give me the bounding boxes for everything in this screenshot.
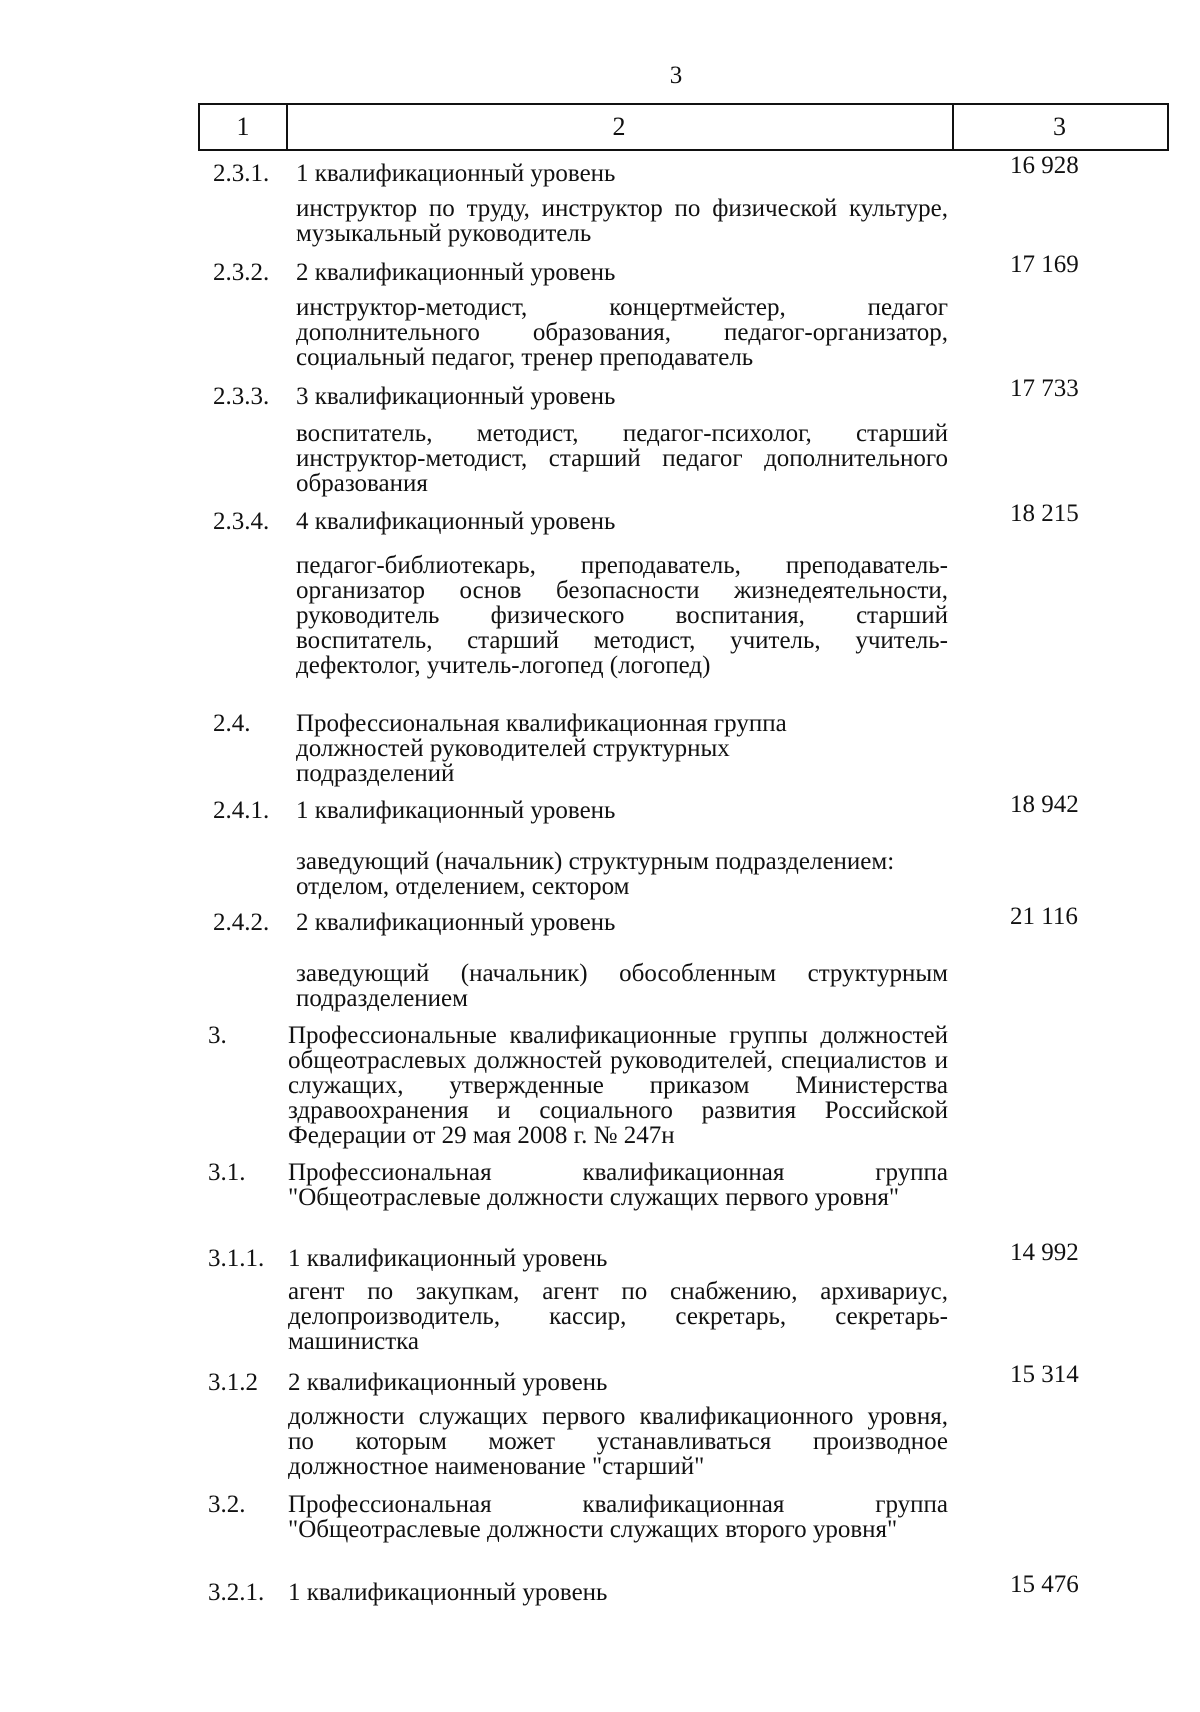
row-description: педагог-библиотекарь, преподаватель, преподаватель-организатор основ безопасности жизнедеятельности, руководитель физического воспитания, старший воспитатель, старший методист, учитель, учитель-дефектолог, учитель-логопед (логопед) [296, 552, 948, 679]
row-title: Профессиональные квалификационные группы должностей общеотраслевых должностей руководителей, специалистов и служащих, утвержденные приказом Министерства здравоохранения и социального развития Российской Федерации от 29 мая 2008 г. № 247н [288, 1022, 948, 1149]
row-description: должности служащих первого квалификационного уровня, по которым может устанавливаться производное должностное наименование "старший" [288, 1403, 948, 1480]
row-title: 1 квалификационный уровень [288, 1245, 608, 1272]
row-title: Профессиональная квалификационная группа "Общеотраслевые должности служащих первого уровня" [288, 1159, 948, 1211]
row-number: 2.4.1. [213, 797, 270, 824]
row-title: 2 квалификационный уровень [288, 1369, 608, 1396]
row-description: инструктор-методист, концертмейстер, педагог дополнительного образования, педагог-организатор, социальный педагог, тренер преподаватель [296, 294, 948, 371]
row-number: 2.3.4. [213, 508, 270, 535]
row-number: 2.3.3. [213, 383, 270, 410]
row-title: Профессиональная квалификационная группа "Общеотраслевые должности служащих второго уровня" [288, 1491, 948, 1543]
row-title: 1 квалификационный уровень [296, 160, 616, 187]
row-description: воспитатель, методист, педагог-психолог, старший инструктор-методист, старший педагог дополнительного образования [296, 420, 948, 497]
row-number: 3. [208, 1022, 227, 1049]
row-number: 2.4.2. [213, 909, 270, 936]
row-number: 3.1.2 [208, 1369, 258, 1396]
row-value: 17 733 [1010, 375, 1079, 402]
row-title: 1 квалификационный уровень [296, 797, 616, 824]
row-number: 2.3.1. [213, 160, 270, 187]
row-value: 18 215 [1010, 500, 1079, 527]
row-title: 1 квалификационный уровень [288, 1579, 608, 1606]
row-number: 3.1. [208, 1159, 246, 1186]
row-description: инструктор по труду, инструктор по физической культуре, музыкальный руководитель [296, 195, 948, 247]
row-value: 16 928 [1010, 152, 1079, 179]
row-value: 15 314 [1010, 1361, 1079, 1388]
row-value: 14 992 [1010, 1239, 1079, 1266]
page-number: 3 [669, 62, 683, 89]
row-title: 2 квалификационный уровень [296, 259, 616, 286]
row-value: 17 169 [1010, 251, 1079, 278]
row-number: 2.3.2. [213, 259, 270, 286]
row-description: заведующий (начальник) обособленным структурным подразделением [296, 960, 948, 1012]
row-title: 3 квалификационный уровень [296, 383, 616, 410]
row-title: Профессиональная квалификационная группа должностей руководителей структурных подразделений [296, 710, 787, 787]
row-number: 3.1.1. [208, 1245, 265, 1272]
row-number: 3.2.1. [208, 1579, 265, 1606]
row-number: 2.4. [213, 710, 251, 737]
row-description: заведующий (начальник) структурным подразделением: отделом, отделением, сектором [296, 848, 895, 900]
row-title: 4 квалификационный уровень [296, 508, 616, 535]
row-number: 3.2. [208, 1491, 246, 1518]
row-description: агент по закупкам, агент по снабжению, архивариус, делопроизводитель, кассир, секретарь, секретарь-машинистка [288, 1278, 948, 1355]
row-value: 15 476 [1010, 1571, 1079, 1598]
header-col-1: 1 [200, 105, 288, 149]
row-value: 18 942 [1010, 791, 1079, 818]
header-col-3: 3 [1053, 112, 1066, 141]
header-col-2: 2 [286, 105, 954, 149]
row-value: 21 116 [1010, 903, 1078, 930]
row-title: 2 квалификационный уровень [296, 909, 616, 936]
